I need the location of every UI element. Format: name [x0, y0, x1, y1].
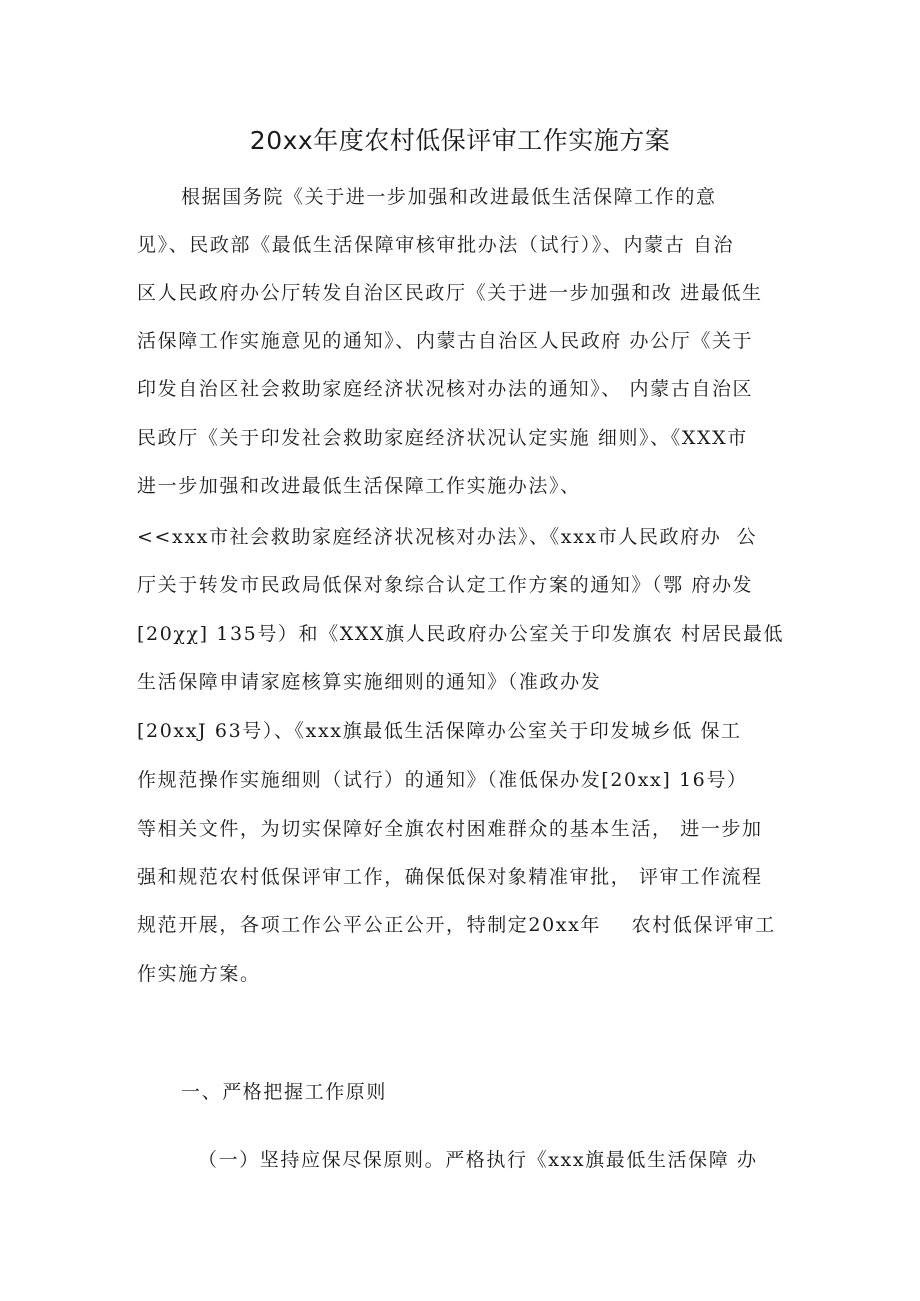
paragraph-line: 强和规范农村低保评审工作，确保低保对象精准审批， 评审工作流程: [137, 866, 763, 888]
paragraph-line: [20xxJ 63号）、《xxx旗最低生活保障办公室关于印发城乡低 保工: [137, 720, 742, 742]
paragraph-line: 等相关文件，为切实保障好全旗农村困难群众的基本生活， 进一步加: [137, 818, 763, 840]
section-heading: 一、严格把握工作原则: [181, 1081, 388, 1103]
paragraph-line: 印发自治区社会救助家庭经济状况核对办法的通知》、 内蒙古自治区: [137, 378, 754, 400]
subsection-text: （一）坚持应保尽保原则。严格执行《xxx旗最低生活保障 办: [198, 1149, 758, 1171]
paragraph-line: 进一步加强和改进最低生活保障工作实施办法》、: [137, 475, 581, 497]
document-title: 20xx年度农村低保评审工作实施方案: [249, 126, 671, 155]
paragraph-line: 区人民政府办公厅转发自治区民政厅《关于进一步加强和改 进最低生: [137, 282, 763, 304]
paragraph-line: 规范开展，各项工作公平公正公开，特制定20xx年 农村低保评审工: [137, 914, 776, 936]
paragraph-line: 作实施方案。: [137, 963, 261, 985]
paragraph-line: [20χχ] 135号）和《XXX旗人民政府办公室关于印发旗农 村居民最低: [137, 623, 785, 645]
paragraph-line: 民政厅《关于印发社会救助家庭经济状况认定实施 细则》、《XXX市: [137, 427, 748, 449]
paragraph-line: <<xxx市社会救助家庭经济状况核对办法》、《xxx市人民政府办 公: [137, 526, 758, 548]
paragraph-line: 作规范操作实施细则（试行）的通知》（准低保办发[20xx] 16号）: [137, 769, 748, 791]
paragraph-line: 根据国务院《关于进一步加强和改进最低生活保障工作的意: [181, 186, 717, 208]
paragraph-line: 活保障工作实施意见的通知》、内蒙古自治区人民政府 办公厅《关于: [137, 330, 754, 352]
paragraph-line: 生活保障申请家庭核算实施细则的通知》（准政办发: [137, 671, 602, 693]
paragraph-line: 见》、民政部《最低生活保障审核审批办法（试行）》、内蒙古 自治: [137, 234, 735, 256]
paragraph-line: 厅关于转发市民政局低保对象综合认定工作方案的通知》（鄂 府办发: [137, 574, 754, 596]
